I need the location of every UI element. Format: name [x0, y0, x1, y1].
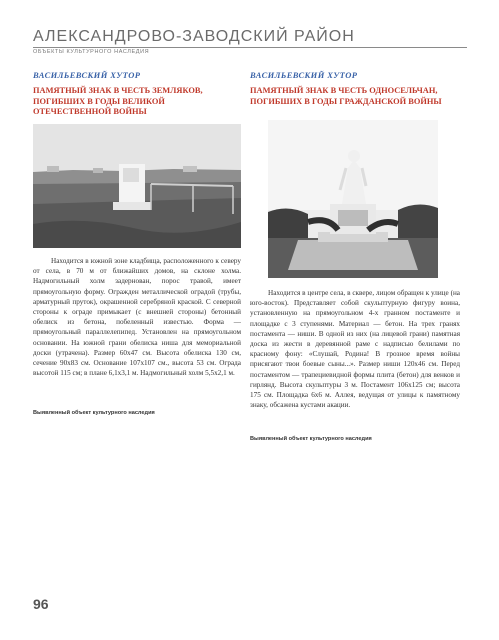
- left-heritage-note: Выявленный объект культурного наследия: [33, 410, 155, 416]
- right-monument-photo: [268, 120, 438, 278]
- header-rule: [33, 47, 467, 48]
- page-header-title: АЛЕКСАНДРОВО-ЗАВОДСКИЙ РАЙОН: [33, 28, 355, 45]
- right-column-heading: [250, 70, 460, 107]
- right-photo-image: [268, 120, 438, 278]
- left-column-heading: [33, 70, 243, 118]
- right-heritage-note: Выявленный объект культурного наследия: [250, 436, 372, 442]
- page-number: 96: [33, 596, 49, 612]
- left-monument-photo: [33, 124, 241, 248]
- right-description: [250, 288, 460, 410]
- left-description-text: Находится в южной зоне кладбища, расположенного к северу от села, в 70 м от ближайших домов, на склоне холма. Надмогильный холм задернован, порос травой, имеет прямоугольную форму. Огражден металлической оградой (трубы, арматурный пруток), окрашенной серебряной краской. С северной стороны к ограде примыкает (с внешней стороны) бетонный обелиск из бетона, побеленный известью. Форма — прямоугольный параллелепипед. Установлен на прямоугольном основании. На южной грани обелиска ниша для мемориальной доски (утрачена). Размер 60х47 см. Высота обелиска 130 см, сечение 90х83 см. Основание 107х107 см., высота 53 см. Ограда высотой 115 см; в плане 6,1х3,1 м. Надмогильный холм 5,5х2,1 м.: [33, 257, 241, 378]
- left-photo-image: [33, 124, 241, 248]
- left-description: [33, 256, 241, 378]
- page-header-subtitle: ОБЪЕКТЫ КУЛЬТУРНОГО НАСЛЕДИЯ: [33, 49, 150, 55]
- left-locality: ВАСИЛЬЕВСКИЙ ХУТОР: [33, 70, 141, 80]
- right-monument-title: ПАМЯТНЫЙ ЗНАК В ЧЕСТЬ ОДНОСЕЛЬЧАН, ПОГИБШИХ В ГОДЫ ГРАЖДАНСКОЙ ВОЙНЫ: [250, 86, 442, 106]
- right-description-text: Находится в центре села, в сквере, лицом обращен к улице (на юго-восток). Представляет собой скульптурную фигуру воина, установленную на прямоугольном 4-х гранном постаменте и площадке с 3 ступенями. Материал — бетон. На трех гранях постамента — ниши. В одной из них (на лицевой грани) памятная доска из жести в деревянной раме с надписью белилами по красному фону: «Слушай, Родина! В грозное время войны присягают твои боевые сыны...». Размер ниши 120х46 см. Перед постаментом — трапециевидной формы плита (бетон) для венков и гирлянд. Высота скульптуры 3 м. Постамент 106х125 см; высота 175 см. Площадка 6х6 м. Аллея, ведущая от улицы к памятному знаку, обсажена кустами акации.: [250, 289, 460, 410]
- left-monument-title: ПАМЯТНЫЙ ЗНАК В ЧЕСТЬ ЗЕМЛЯКОВ, ПОГИБШИХ В ГОДЫ ВЕЛИКОЙ ОТЕЧЕСТВЕННОЙ ВОЙНЫ: [33, 86, 203, 116]
- right-locality: ВАСИЛЬЕВСКИЙ ХУТОР: [250, 70, 358, 80]
